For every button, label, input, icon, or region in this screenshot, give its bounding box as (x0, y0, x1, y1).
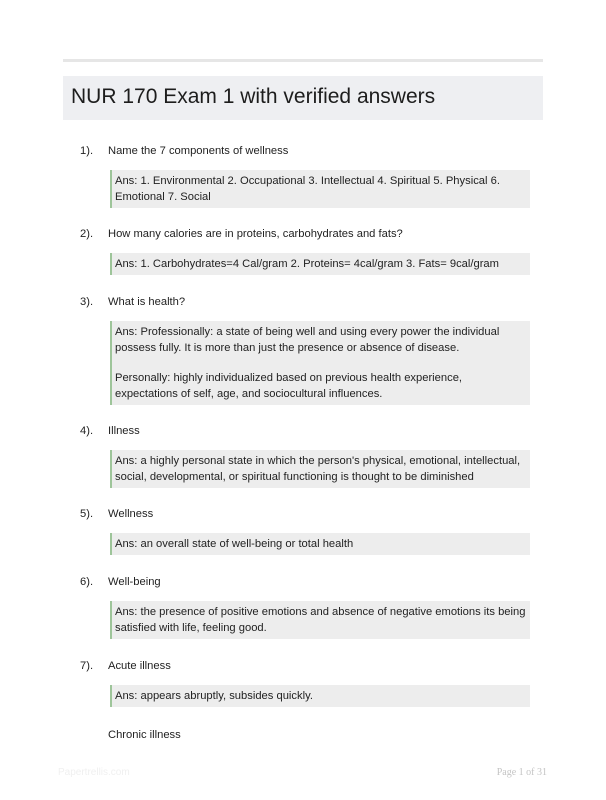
answer-box (110, 170, 530, 208)
answer-box (110, 450, 530, 488)
question-number: 1). (80, 145, 94, 157)
answer-text: Ans: 1. Environmental 2. Occupational 3. Intellectual 4. Spiritual 5. Physical 6. Emotional 7. Social (115, 175, 500, 203)
question-number: 3). (80, 296, 94, 308)
answer-box (110, 685, 530, 707)
answer-text: Ans: the presence of positive emotions and absence of negative emotions its being satisfied with life, feeling good. (115, 606, 526, 634)
answer-text: Ans: 1. Carbohydrates=4 Cal/gram 2. Proteins= 4cal/gram 3. Fats= 9cal/gram (115, 258, 499, 270)
question-text: Wellness (108, 508, 154, 520)
question-text: How many calories are in proteins, carbohydrates and fats? (108, 228, 403, 240)
answer-text: Ans: an overall state of well-being or total health (115, 538, 354, 550)
answer-box (110, 533, 530, 555)
title-bar (63, 76, 543, 120)
page-title: NUR 170 Exam 1 with verified answers (71, 85, 436, 108)
question-text: Name the 7 components of wellness (108, 145, 289, 157)
question-number: 2). (80, 228, 94, 240)
question-text: Chronic illness (108, 729, 181, 741)
question-number: 5). (80, 508, 94, 520)
answer-box (110, 321, 530, 405)
page-indicator: Page 1 of 31 (496, 767, 547, 778)
question-text: What is health? (108, 296, 186, 308)
answer-box (110, 253, 530, 275)
footer-site: Papertrellis.com (58, 767, 130, 778)
question-text: Illness (108, 425, 140, 437)
top-divider (63, 59, 543, 62)
answer-text: Ans: a highly personal state in which the person's physical, emotional, intellectual, social, developmental, or spiritual functioning is thought to be diminished (115, 455, 521, 483)
question-number: 4). (80, 425, 94, 437)
question-number: 6). (80, 576, 94, 588)
answer-text: Ans: Professionally: a state of being well and using every power the individual possess fully. It is more than just the presence or absence of disease. (115, 326, 500, 354)
question-text: Well-being (108, 576, 161, 588)
question-text: Acute illness (108, 660, 171, 672)
answer-box (110, 601, 530, 639)
answer-text: Personally: highly individualized based on previous health experience, expectations of self, age, and sociocultural influences. (115, 372, 463, 400)
question-number: 7). (80, 660, 94, 672)
answer-text: Ans: appears abruptly, subsides quickly. (115, 690, 313, 702)
